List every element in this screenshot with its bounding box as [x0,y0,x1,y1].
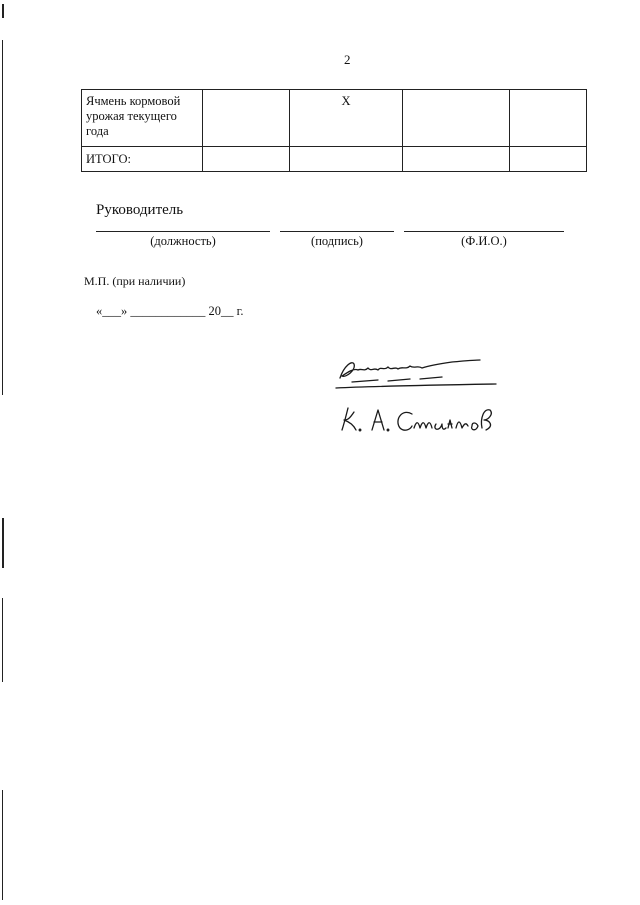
table-cell [510,90,587,147]
scan-edge-mark [2,4,4,18]
scan-edge-mark [2,790,3,900]
name-caption: (Ф.И.О.) [461,234,507,248]
scan-edge-mark [2,598,3,682]
signature-line [280,231,394,232]
table-cell [510,147,587,172]
page-number: 2 [344,52,351,67]
table-cell: X [290,90,403,147]
scan-edge-mark [2,518,4,568]
data-table [81,89,587,172]
date-line: «___» ____________ 20__ г. [96,304,244,318]
table-cell [290,147,403,172]
table-cell [203,90,290,147]
handwritten-signature [318,348,508,440]
row-label: ИТОГО: [82,147,203,172]
table-cell [203,147,290,172]
name-line [404,231,564,232]
stamp-note: М.П. (при наличии) [84,274,186,288]
table-cell [403,147,510,172]
row-label: Ячмень кормовой урожая текущего года [82,90,203,147]
table-row [82,147,587,172]
table-row [82,90,587,147]
table-cell [403,90,510,147]
scan-edge-mark [2,40,3,395]
signature-caption: (подпись) [311,234,363,248]
position-line [96,231,270,232]
position-caption: (должность) [150,234,216,248]
head-title: Руководитель [96,202,184,218]
